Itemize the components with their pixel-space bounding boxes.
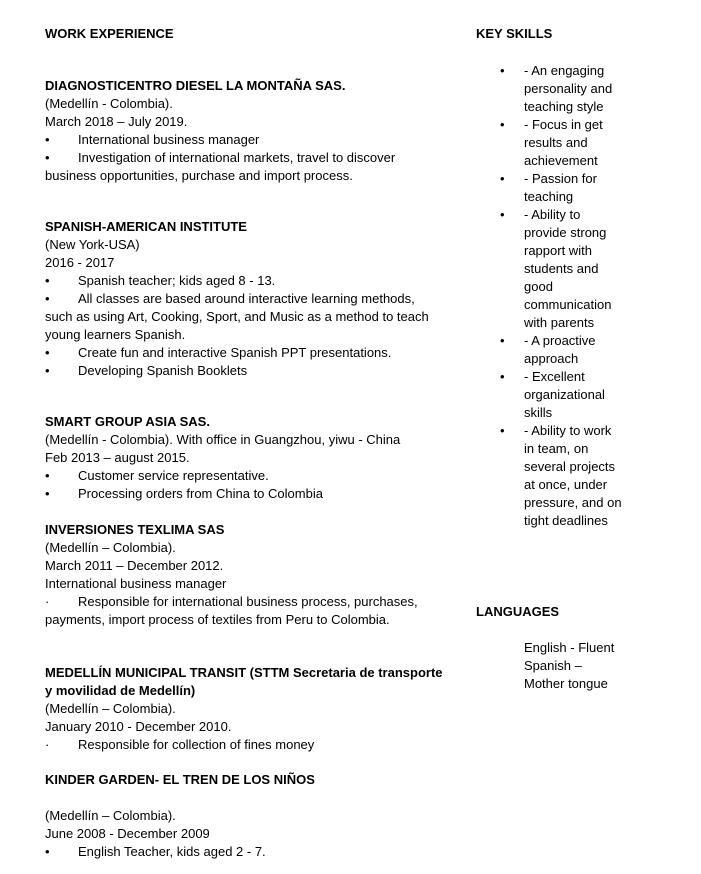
job-location: (Medellín – Colombia).: [45, 808, 176, 823]
job-duty: Responsible for international business process, purchases,: [78, 594, 418, 609]
job-location: (Medellín - Colombia). With office in Guangzhou, yiwu - China: [45, 432, 401, 447]
job-duty-continued: such as using Art, Cooking, Sport, and Music as a method to teach: [45, 309, 429, 324]
skill-line: achievement: [524, 153, 598, 168]
job-company-continued: y movilidad de Medellín): [45, 683, 196, 698]
job-company: INVERSIONES TEXLIMA SAS: [45, 522, 225, 537]
bullet-icon: •: [45, 345, 50, 360]
job-duty: Developing Spanish Booklets: [78, 363, 248, 378]
job-duty: Spanish teacher; kids aged 8 - 13.: [78, 273, 276, 288]
job-location: (New York-USA): [45, 237, 140, 252]
bullet-icon: •: [500, 207, 505, 222]
job-company: DIAGNOSTICENTRO DIESEL LA MONTAÑA SAS.: [45, 78, 346, 93]
bullet-icon: •: [500, 333, 505, 348]
job-duty: Customer service representative.: [78, 468, 269, 483]
job-location: (Medellín - Colombia).: [45, 96, 173, 111]
bullet-icon: •: [45, 363, 50, 378]
job-dates: Feb 2013 – august 2015.: [45, 450, 190, 465]
job-duty-continued: young learners Spanish.: [45, 327, 186, 342]
languages-heading: LANGUAGES: [476, 604, 560, 619]
job-company: SPANISH-AMERICAN INSTITUTE: [45, 219, 247, 234]
bullet-icon: ·: [45, 594, 50, 609]
job-dates: March 2011 – December 2012.: [45, 558, 224, 573]
language-line: Mother tongue: [524, 676, 608, 691]
language-line: English - Fluent: [524, 640, 615, 655]
job-duty: International business manager: [78, 132, 260, 147]
skill-line: personality and: [524, 81, 613, 96]
skill-line: - An engaging: [524, 63, 605, 78]
bullet-icon: •: [500, 171, 505, 186]
bullet-icon: •: [45, 273, 50, 288]
skill-line: in team, on: [524, 441, 589, 456]
bullet-icon: •: [45, 291, 50, 306]
bullet-icon: •: [45, 132, 50, 147]
skill-line: with parents: [524, 315, 595, 330]
bullet-icon: •: [45, 150, 50, 165]
bullet-icon: •: [45, 468, 50, 483]
job-duty: Responsible for collection of fines money: [78, 737, 315, 752]
job-company: KINDER GARDEN- EL TREN DE LOS NIÑOS: [45, 772, 315, 787]
skill-line: at once, under: [524, 477, 608, 492]
skill-line: several projects: [524, 459, 616, 474]
bullet-icon: •: [500, 63, 505, 78]
job-dates: January 2010 - December 2010.: [45, 719, 232, 734]
skill-line: rapport with: [524, 243, 592, 258]
skill-line: teaching: [524, 189, 574, 204]
job-location: (Medellín – Colombia).: [45, 701, 176, 716]
job-duty: All classes are based around interactive learning methods,: [78, 291, 415, 306]
skill-line: students and: [524, 261, 599, 276]
job-duty: Create fun and interactive Spanish PPT presentations.: [78, 345, 392, 360]
job-duty-continued: payments, import process of textiles from Peru to Colombia.: [45, 612, 390, 627]
skill-line: - Ability to: [524, 207, 581, 222]
work-experience-heading: WORK EXPERIENCE: [45, 26, 174, 41]
job-role: International business manager: [45, 576, 227, 591]
skill-line: - Ability to work: [524, 423, 612, 438]
skill-line: pressure, and on: [524, 495, 622, 510]
job-company: MEDELLÍN MUNICIPAL TRANSIT (STTM Secretaria de transporte: [45, 665, 443, 680]
skill-line: - Focus in get: [524, 117, 603, 132]
job-dates: March 2018 – July 2019.: [45, 114, 188, 129]
bullet-icon: •: [500, 423, 505, 438]
key-skills-heading: KEY SKILLS: [476, 26, 553, 41]
bullet-icon: •: [500, 369, 505, 384]
skill-line: teaching style: [524, 99, 604, 114]
skill-line: provide strong: [524, 225, 607, 240]
skill-line: communication: [524, 297, 612, 312]
skill-line: good: [524, 279, 553, 294]
language-line: Spanish –: [524, 658, 582, 673]
job-duty: Investigation of international markets, travel to discover: [78, 150, 396, 165]
bullet-icon: •: [500, 117, 505, 132]
job-duty: English Teacher, kids aged 2 - 7.: [78, 844, 266, 859]
bullet-icon: •: [45, 844, 50, 859]
bullet-icon: •: [45, 486, 50, 501]
skill-line: tight deadlines: [524, 513, 608, 528]
skill-line: approach: [524, 351, 579, 366]
job-company: SMART GROUP ASIA SAS.: [45, 414, 210, 429]
skill-line: skills: [524, 405, 553, 420]
skill-line: results and: [524, 135, 588, 150]
bullet-icon: ·: [45, 737, 50, 752]
skill-line: - A proactive: [524, 333, 596, 348]
job-location: (Medellín – Colombia).: [45, 540, 176, 555]
job-duty: Processing orders from China to Colombia: [78, 486, 323, 501]
job-dates: 2016 - 2017: [45, 255, 115, 270]
skill-line: organizational: [524, 387, 605, 402]
skill-line: - Excellent: [524, 369, 585, 384]
skill-line: - Passion for: [524, 171, 597, 186]
job-duty-continued: business opportunities, purchase and import process.: [45, 168, 353, 183]
job-dates: June 2008 - December 2009: [45, 826, 210, 841]
